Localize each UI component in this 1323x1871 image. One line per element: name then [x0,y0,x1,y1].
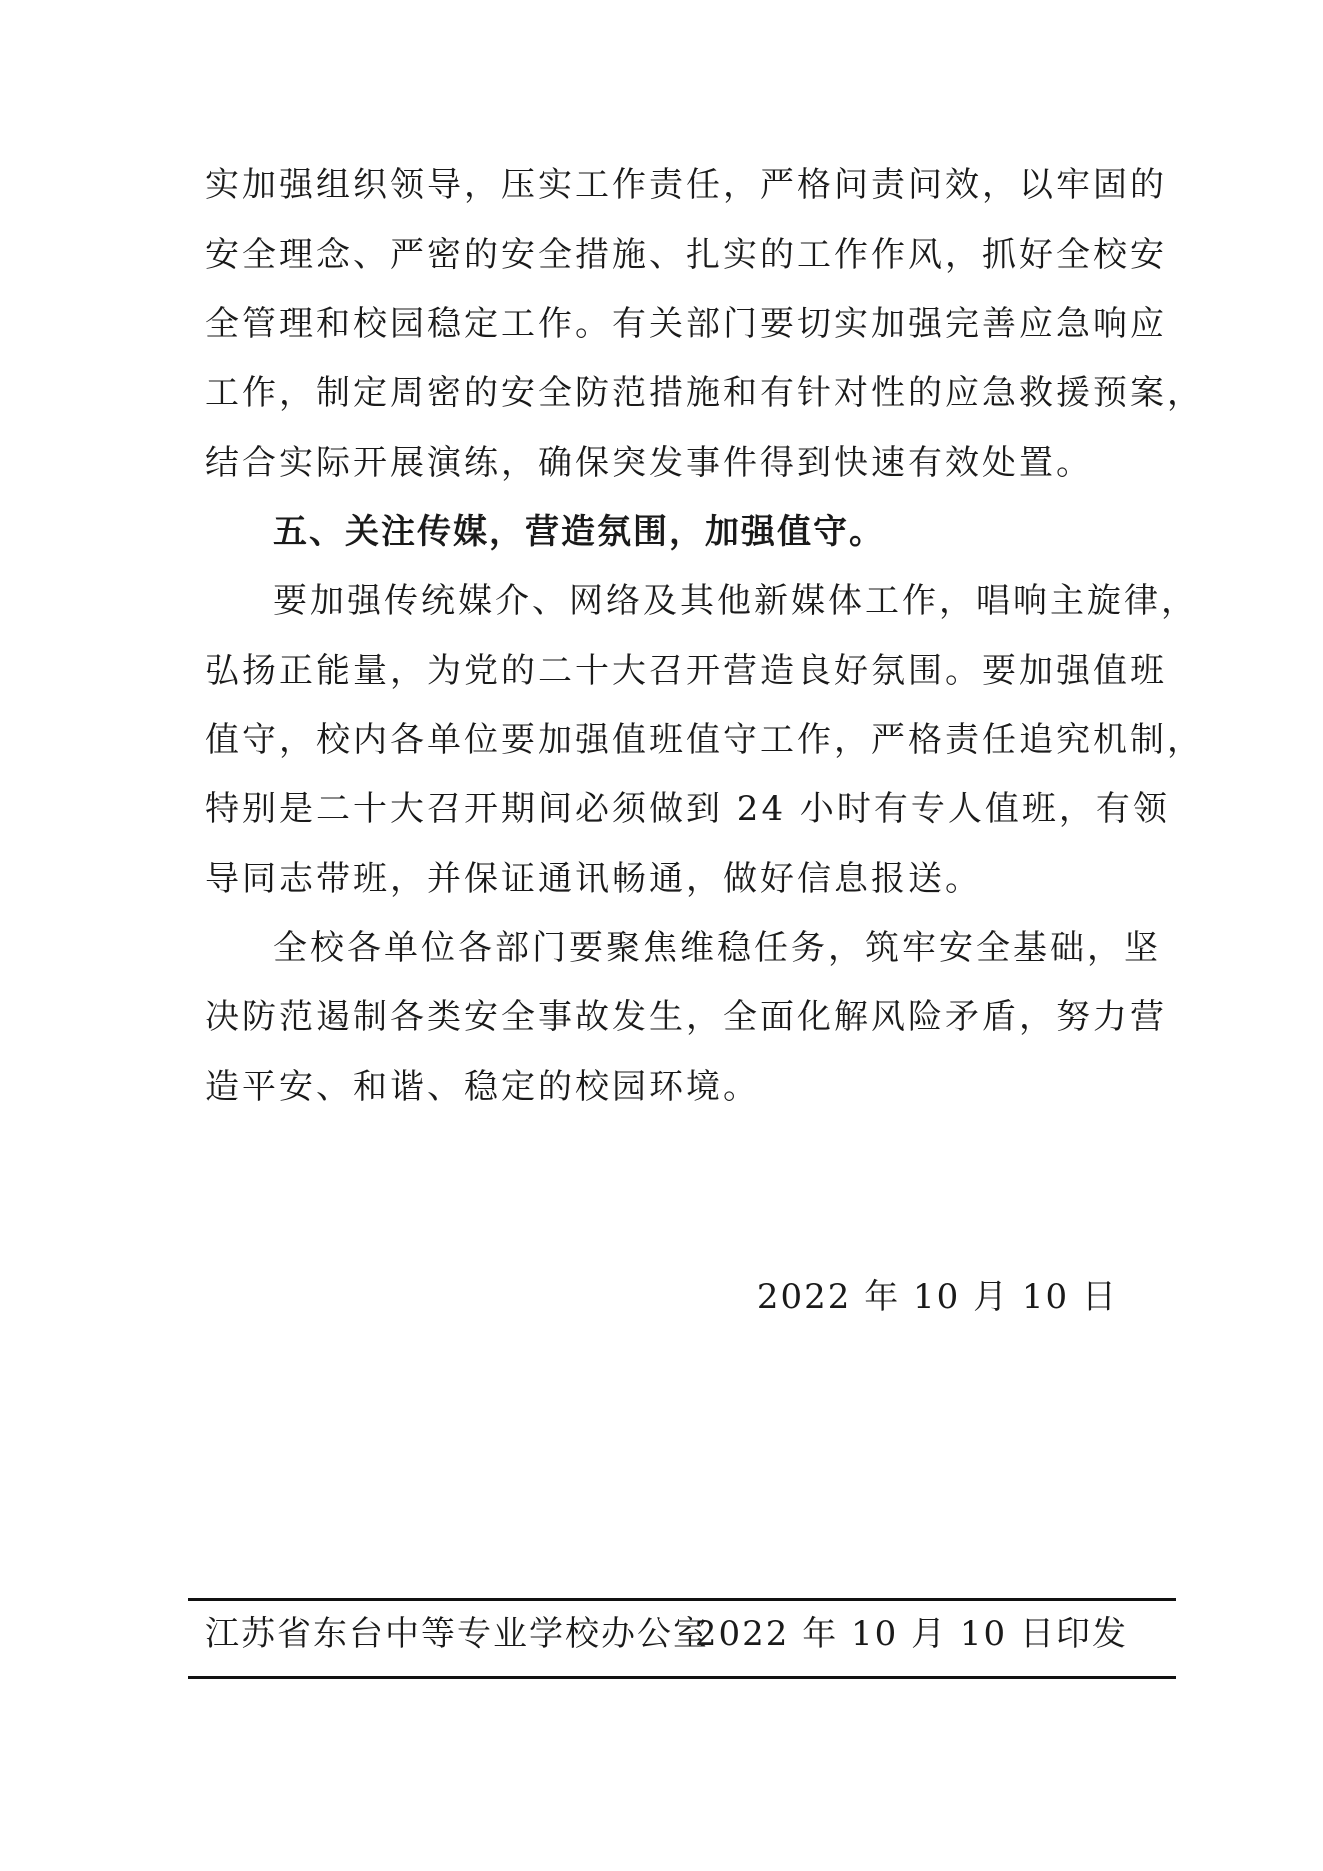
body-line: 要加强传统媒介、网络及其他新媒体工作，唱响主旋律， [273,581,1198,621]
body-line: 造平安、和谐、稳定的校园环境。 [205,1067,760,1107]
signature-date: 2022 年 10 月 10 日 [756,1277,1118,1317]
body-line: 特别是二十大召开期间必须做到 24 小时有专人值班，有领 [205,789,1170,829]
section-heading: 五、关注传媒，营造氛围，加强值守。 [273,512,885,552]
body-line: 全校各单位各部门要聚焦维稳任务，筑牢安全基础，坚 [273,928,1161,968]
body-line: 全管理和校园稳定工作。有关部门要切实加强完善应急响应 [205,304,1167,344]
body-line: 决防范遏制各类安全事故发生，全面化解风险矛盾，努力营 [205,997,1167,1037]
body-line: 工作，制定周密的安全防范措施和有针对性的应急救援预案， [205,373,1204,413]
footer-issuer: 江苏省东台中等专业学校办公室 [205,1614,709,1654]
body-line: 导同志带班，并保证通讯畅通，做好信息报送。 [205,859,982,899]
footer-top-rule [188,1598,1176,1601]
body-line: 弘扬正能量，为党的二十大召开营造良好氛围。要加强值班 [205,651,1167,691]
footer-issue-date: 2022 年 10 月 10 日印发 [694,1614,1128,1654]
body-line: 实加强组织领导，压实工作责任，严格问责问效，以牢固的 [205,165,1167,205]
body-line: 结合实际开展演练，确保突发事件得到快速有效处置。 [205,443,1093,483]
body-line: 安全理念、严密的安全措施、扎实的工作作风，抓好全校安 [205,235,1167,275]
footer-bottom-rule [188,1676,1176,1679]
body-line: 值守，校内各单位要加强值班值守工作，严格责任追究机制， [205,720,1204,760]
